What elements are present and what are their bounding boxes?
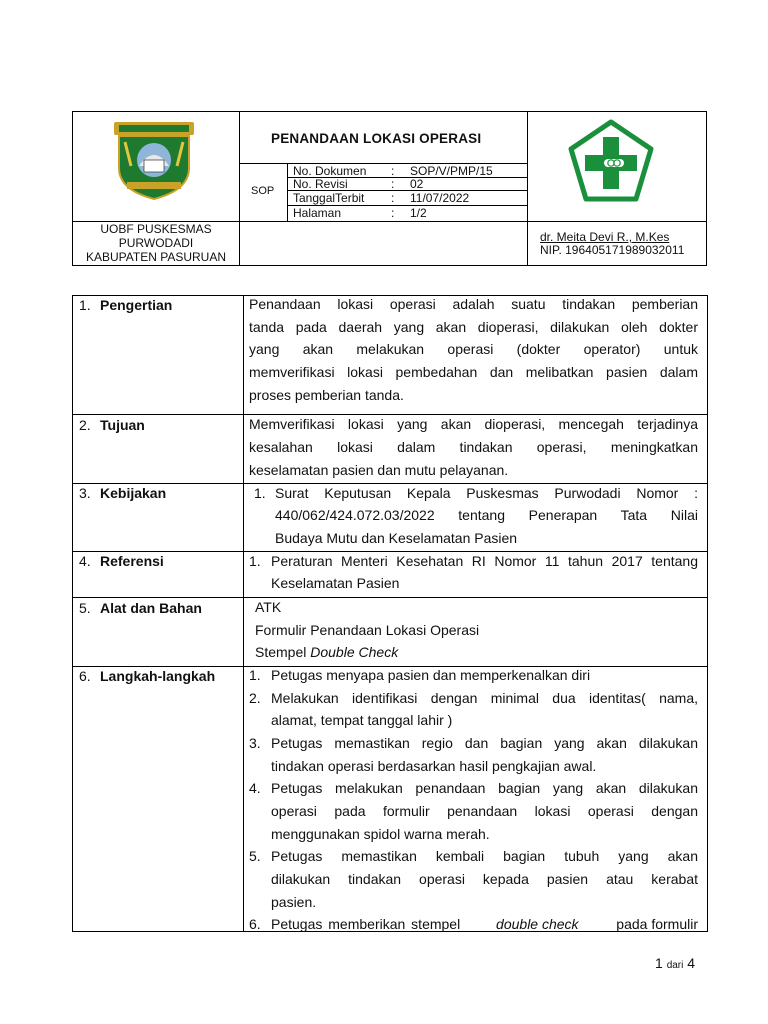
page-of: dari [666,960,684,971]
text-line: tanda pada daerah yang akan dioperasi, dilakukan oleh dokter [249,319,698,335]
doc-field-sep: : [391,206,395,220]
text-line: Memverifikasi lokasi yang akan dioperasi, mencegah terjadinya [249,416,698,432]
document-title: PENANDAAN LOKASI OPERASI [271,131,482,146]
text-line: menggunakan spidol warna merah. [271,826,490,842]
text-line: memverifikasi lokasi pembedahan dan melibatkan pasien dalam [249,364,698,380]
puskesmas-cross-logo-icon [568,119,654,205]
text-line: Petugas memastikan kembali bagian tubuh yang akan [271,848,698,864]
text-line [255,641,398,664]
section-number: 4. [79,553,91,569]
page-current: 1 [655,955,663,971]
section-label-pengertian: Pengertian [100,297,173,313]
kabupaten-pasuruan-emblem-icon [111,122,197,200]
doc-field-value: 1/2 [410,206,427,220]
text-segment: Petugas memberikan stempel [271,916,467,932]
text-segment: pada formulir [608,916,698,932]
section-number: 3. [79,485,91,501]
step-number: 3. [249,735,261,751]
doc-field-value: 02 [410,177,424,191]
text-line: kesalahan lokasi dalam tindakan operasi, meningkatkan [249,439,698,455]
text-line: Melakukan identifikasi dengan minimal dua identitas( nama, [271,690,698,706]
text-line: keselamatan pasien dan mutu pelayanan. [249,462,509,478]
text-line: Budaya Mutu dan Keselamatan Pasien [275,530,518,546]
header-table [72,111,707,266]
section-number: 6. [79,668,91,684]
doc-field-value: 11/07/2022 [410,191,470,205]
section-label-langkah-langkah: Langkah-langkah [100,668,216,684]
text-line: Petugas memastikan regio dan bagian yang akan dilakukan [271,735,698,751]
italic-text: Double Check [310,644,399,660]
section-number: 1. [79,297,91,313]
text-line: Surat Keputusan Kepala Puskesmas Purwodadi Nomor : [275,485,698,501]
doc-field-label: Halaman [293,206,342,220]
text-line: tindakan operasi berdasarkan hasil pengkajian awal. [271,758,597,774]
text-line: dilakukan tindakan operasi kepada pasien atau kerabat [271,871,698,887]
text-line: Formulir Penandaan Lokasi Operasi [255,622,480,638]
text-line: alamat, tempat tanggal lahir ) [271,712,453,728]
doc-field-label: TanggalTerbit [293,191,365,205]
step-number: 2. [249,690,261,706]
text-line: pasien. [271,894,317,910]
text-line: Petugas menyapa pasien dan memperkenalkan diri [271,667,591,683]
text-line: Petugas melakukan penandaan bagian yang akan dilakukan [271,780,698,796]
section-label-referensi: Referensi [100,553,164,569]
doc-field-label: No. Dokumen [293,164,367,178]
step-number: 4. [249,780,261,796]
section-label-kebijakan: Kebijakan [100,485,167,501]
step-number: 6. [249,916,261,932]
step-number: 1. [249,667,261,683]
signatory-nip: NIP. 196405171989032011 [540,243,685,257]
text-line: ATK [255,599,282,615]
sop-label: SOP [251,185,275,197]
doc-field-sep: : [391,191,395,205]
italic-text: double check [496,916,579,932]
text-segment: Stempel [255,644,311,660]
signatory-name: dr. Meita Devi R., M.Kes [540,230,670,244]
text-line: Keselamatan Pasien [271,575,400,591]
section-number: 2. [79,417,91,433]
text-line: proses pemberian tanda. [249,387,404,403]
section-label-alat-dan-bahan: Alat dan Bahan [100,600,202,616]
org-line: UOBF PUSKESMAS [100,222,212,236]
step-number: 5. [249,848,261,864]
doc-field-sep: : [391,177,395,191]
text-line: yang akan melakukan operasi (dokter operator) untuk [249,341,698,357]
section-number: 5. [79,600,91,616]
doc-field-label: No. Revisi [293,177,348,191]
text-line: operasi pada formulir penandaan lokasi operasi dengan [271,803,698,819]
text-line: Penandaan lokasi operasi adalah suatu tindakan pemberian [249,296,698,312]
page-total: 4 [687,955,696,971]
section-label-tujuan: Tujuan [100,417,145,433]
page-number [655,955,695,971]
text-line: 440/062/424.072.03/2022 tentang Penerapan Tata Nilai [275,507,698,523]
doc-field-value: SOP/V/PMP/15 [410,164,493,178]
list-number: 1. [249,553,261,569]
text-line [271,913,698,936]
doc-field-sep: : [391,164,395,178]
list-number: 1. [254,485,266,501]
org-line: PURWODADI [118,236,194,250]
org-line: KABUPATEN PASURUAN [85,250,227,264]
text-line: Peraturan Menteri Kesehatan RI Nomor 11 tahun 2017 tentang [271,553,698,569]
